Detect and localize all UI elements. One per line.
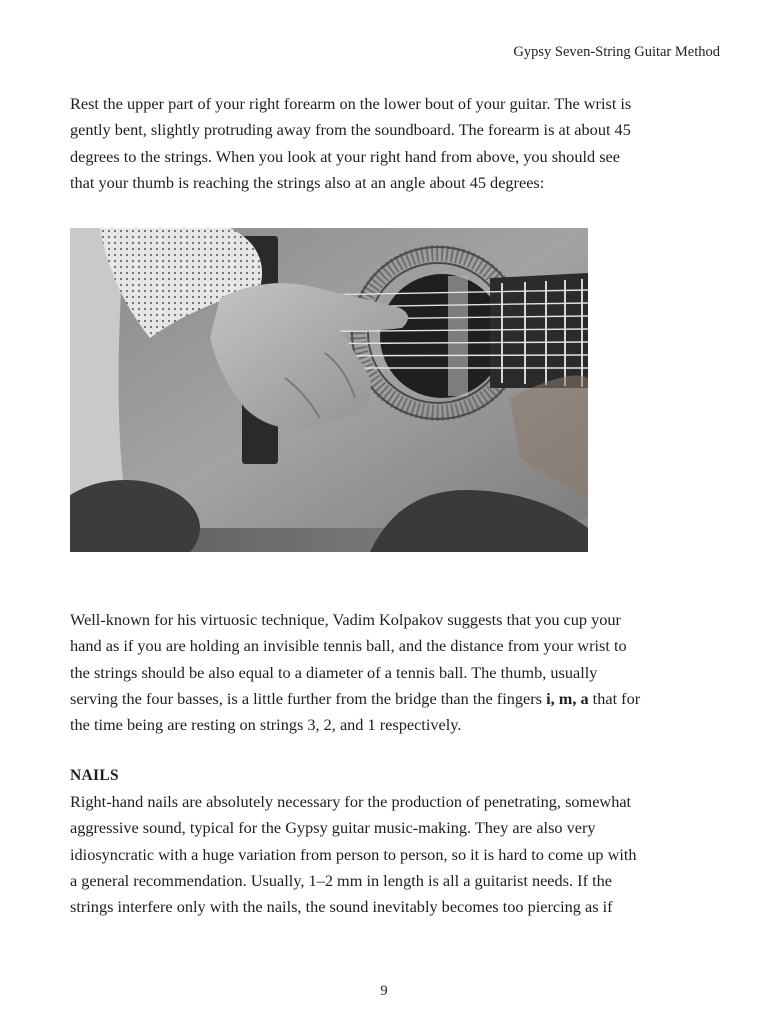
finger-names: i, m, a [546,688,589,708]
running-header: Gypsy Seven-String Guitar Method [513,44,720,60]
right-hand-position-photo [70,228,588,552]
paragraph-line: Well-known for his virtuosic technique, Vadim Kolpakov suggests that you cup your [70,610,621,629]
line-text: that for [588,688,641,708]
paragraph-line [70,686,710,712]
paragraph-line: the strings should be also equal to a diameter of a tennis ball. The thumb, usually [70,662,598,682]
paragraph-line: a general recommendation. Usually, 1–2 mm in length is all a guitarist needs. If the [70,870,612,890]
paragraph-line: idiosyncratic with a huge variation from person to person, so it is hard to come up with [70,844,637,864]
paragraph-line: gently bent, slightly protruding away from the soundboard. The forearm is at about 45 [70,120,631,140]
paragraph-line: the time being are resting on strings 3, 2, and 1 respectively. [70,715,462,735]
intro-paragraph [70,91,710,196]
section-heading-nails: NAILS [70,767,119,784]
guitar-hand-illustration [70,228,588,552]
nails-paragraph [70,789,710,920]
paragraph-line: strings interfere only with the nails, the sound inevitably becomes too piercing as if [70,897,613,917]
paragraph-line: hand as if you are holding an invisible tennis ball, and the distance from your wrist to [70,636,627,656]
line-text: serving the four basses, is a little further from the bridge than the fingers [70,688,547,708]
paragraph-line: aggressive sound, typical for the Gypsy guitar music-making. They are also very [70,818,596,838]
paragraph-line: Rest the upper part of your right forearm on the lower bout of your guitar. The wrist is [70,94,632,113]
paragraph-line: that your thumb is reaching the strings also at an angle about 45 degrees: [70,172,545,192]
kolpakov-paragraph [70,607,710,738]
paragraph-line: Right-hand nails are absolutely necessary for the production of penetrating, somewhat [70,792,632,811]
paragraph-line: degrees to the strings. When you look at your right hand from above, you should see [70,146,620,166]
page-number: 9 [380,983,388,999]
